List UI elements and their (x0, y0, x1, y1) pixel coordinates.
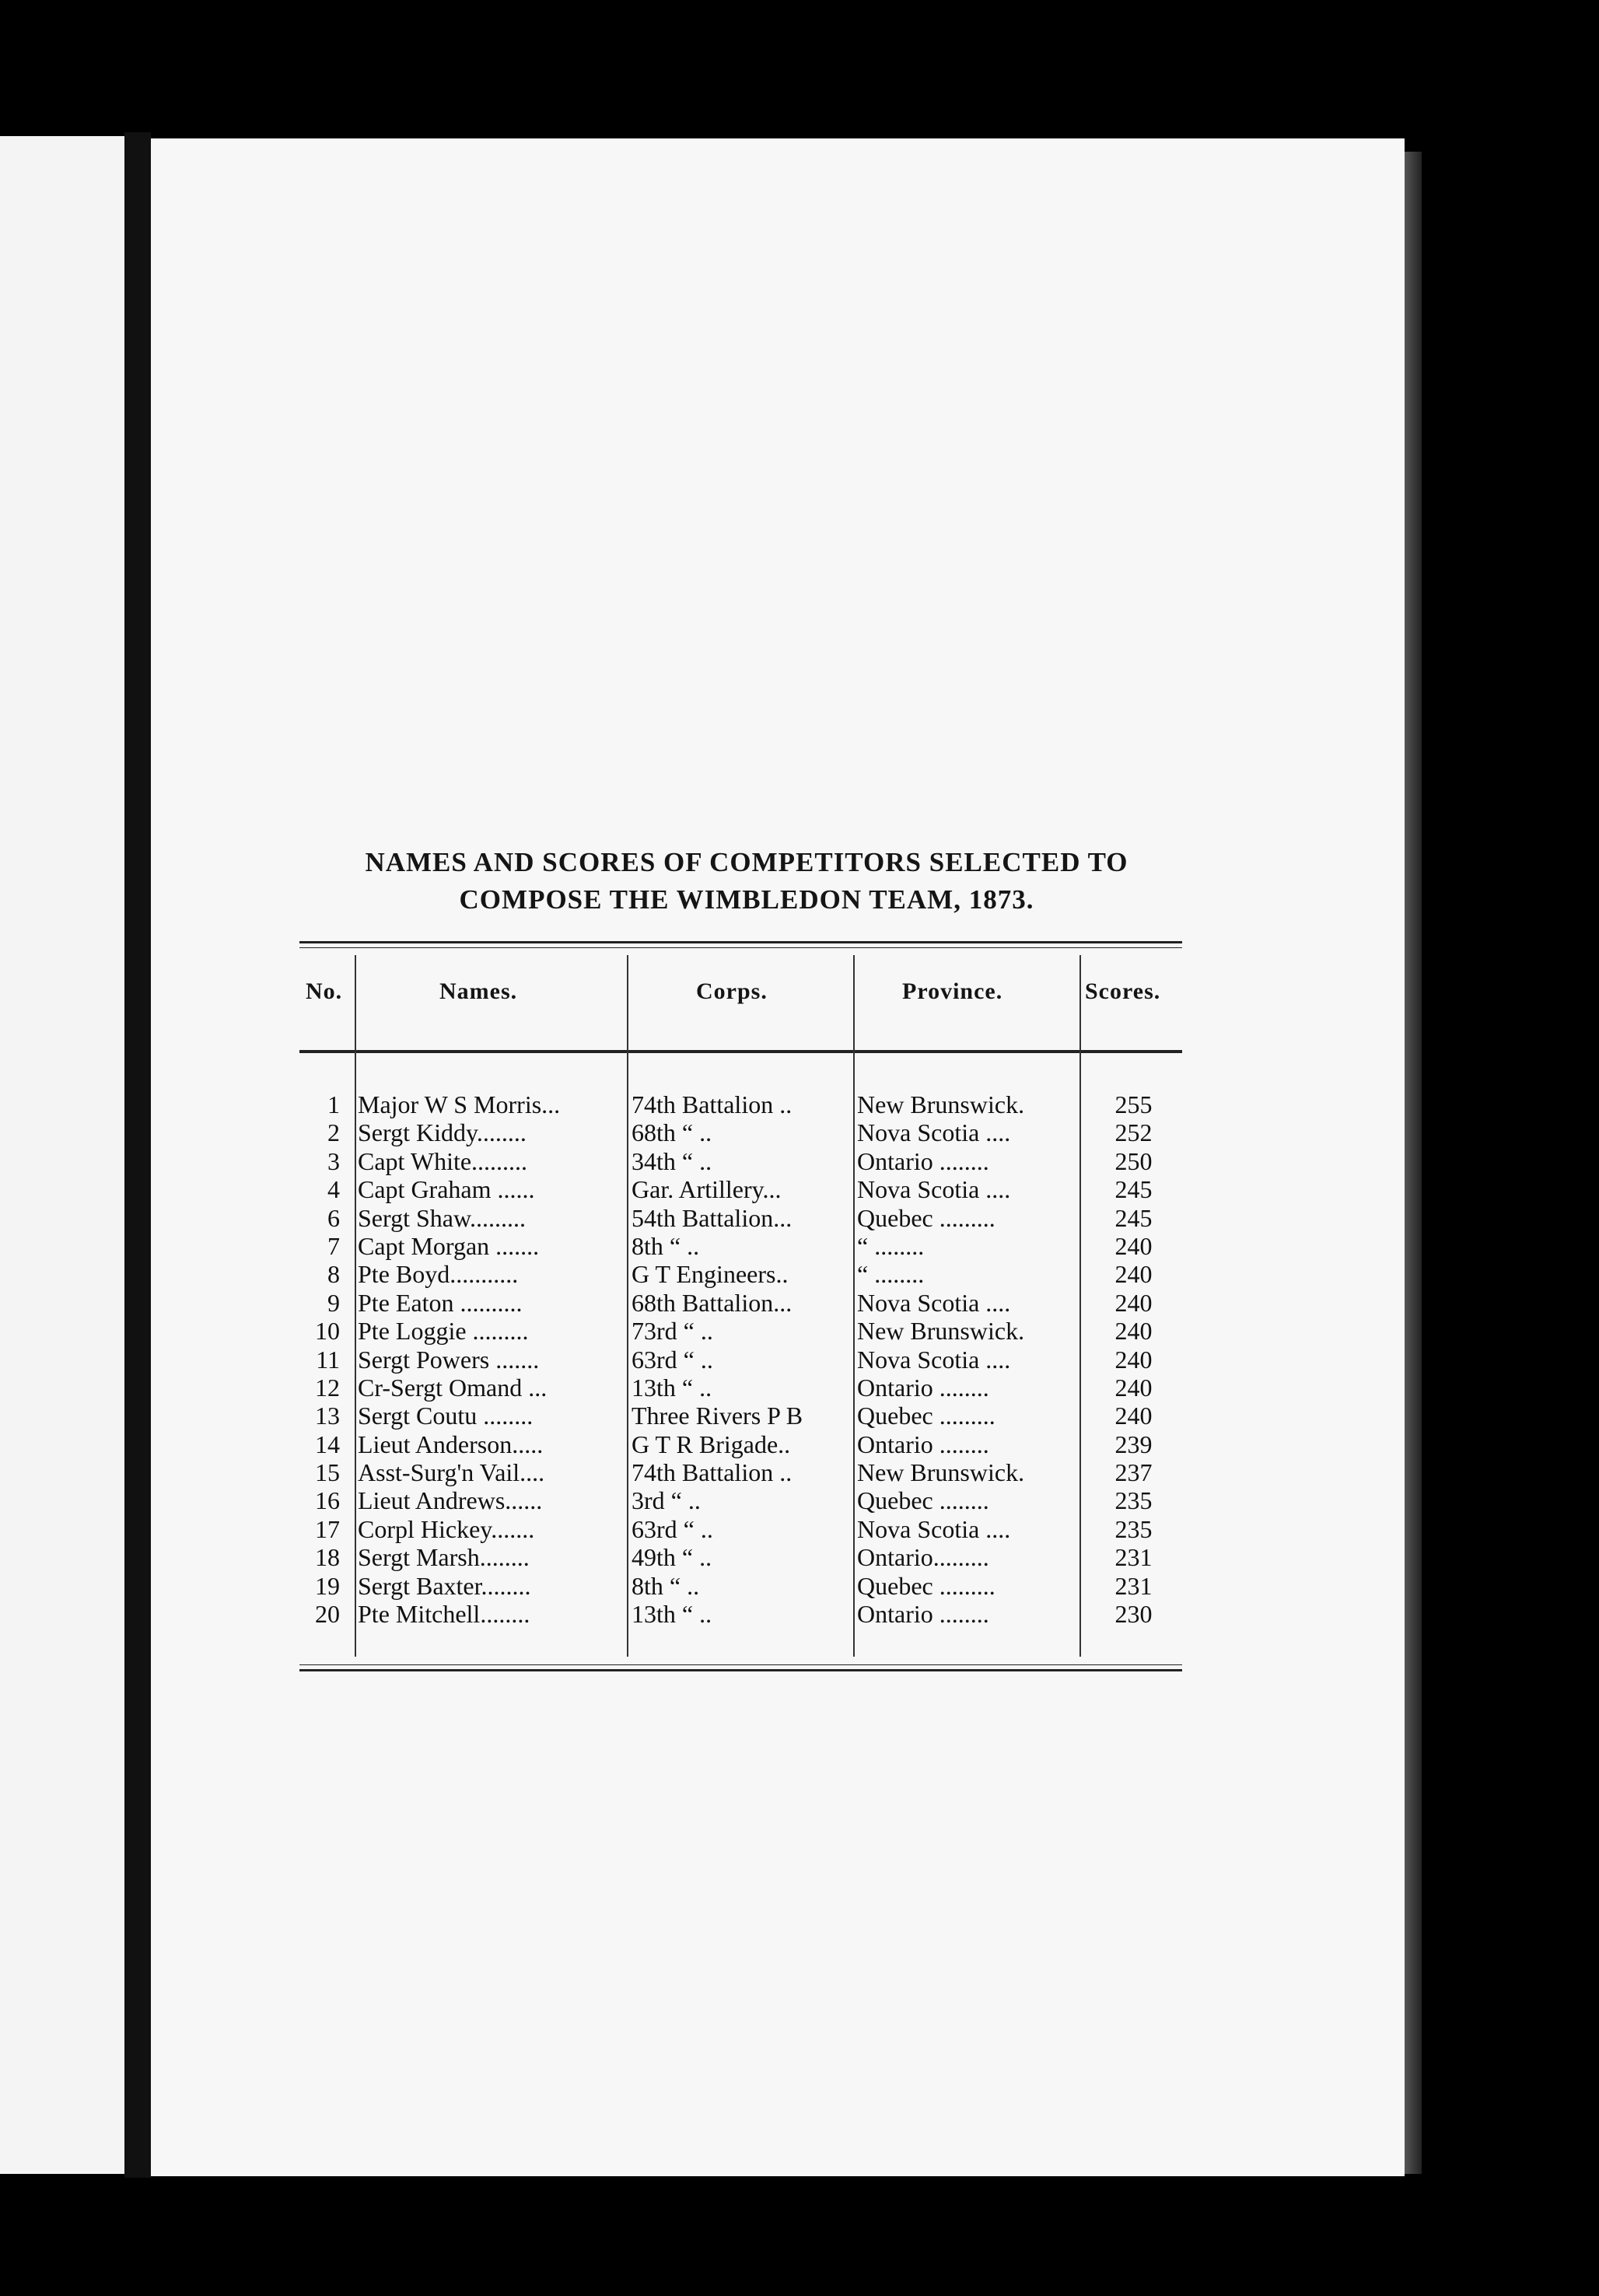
competitor-corps: 8th “ .. (632, 1571, 700, 1600)
row-number: 20 (315, 1600, 340, 1629)
table-row (0, 1572, 1599, 1600)
competitor-province: Nova Scotia .... (857, 1345, 1011, 1374)
competitor-name: Asst-Surg'n Vail.... (358, 1458, 545, 1487)
table-row (0, 1118, 1599, 1146)
competitor-name: Sergt Powers ....... (358, 1345, 540, 1374)
competitor-corps: G T R Brigade.. (632, 1430, 791, 1458)
competitor-name: Corpl Hickey....... (358, 1514, 535, 1543)
row-number: 10 (315, 1317, 340, 1346)
row-number: 9 (327, 1288, 340, 1317)
competitor-corps: 73rd “ .. (632, 1317, 713, 1346)
row-number: 3 (327, 1146, 340, 1175)
competitor-corps: 3rd “ .. (632, 1486, 701, 1515)
table-row (0, 1147, 1599, 1175)
competitor-province: Quebec ........ (857, 1486, 989, 1515)
row-number: 15 (315, 1458, 340, 1487)
competitor-score: 231 (1114, 1543, 1153, 1572)
competitor-corps: 68th “ .. (632, 1118, 712, 1147)
competitor-province: Ontario ........ (857, 1146, 989, 1175)
competitor-province: Nova Scotia .... (857, 1514, 1011, 1543)
table-row (0, 1430, 1599, 1458)
competitor-score: 235 (1114, 1486, 1153, 1515)
header-names: Names. (439, 978, 518, 1004)
competitor-name: Cr-Sergt Omand ... (358, 1373, 548, 1402)
competitor-corps: G T Engineers.. (632, 1260, 789, 1289)
competitor-score: 239 (1114, 1430, 1153, 1458)
row-number: 6 (327, 1203, 340, 1232)
row-number: 16 (315, 1486, 340, 1515)
row-number: 18 (315, 1543, 340, 1572)
header-scores: Scores. (1085, 978, 1161, 1004)
table-row (0, 1317, 1599, 1345)
top-rule (299, 941, 1182, 943)
page-title (303, 844, 1190, 919)
row-number: 13 (315, 1402, 340, 1430)
competitor-province: Ontario......... (857, 1543, 989, 1572)
competitor-score: 240 (1114, 1373, 1153, 1402)
competitor-score: 245 (1114, 1203, 1153, 1232)
competitor-score: 240 (1114, 1317, 1153, 1346)
title-line-1: NAMES AND SCORES OF COMPETITORS SELECTED TO (365, 847, 1128, 877)
competitor-corps: 13th “ .. (632, 1600, 712, 1629)
row-number: 2 (327, 1118, 340, 1147)
competitor-name: Pte Mitchell........ (358, 1600, 530, 1629)
competitor-corps: Gar. Artillery... (632, 1175, 782, 1204)
competitor-score: 231 (1114, 1571, 1153, 1600)
row-number: 11 (316, 1345, 340, 1374)
header-rule (299, 1050, 1182, 1053)
competitor-name: Lieut Anderson..... (358, 1430, 544, 1458)
competitor-score: 240 (1114, 1288, 1153, 1317)
row-number: 19 (315, 1571, 340, 1600)
table-row (0, 1458, 1599, 1486)
table-row (0, 1515, 1599, 1543)
row-number: 7 (327, 1231, 340, 1260)
competitor-province: Nova Scotia .... (857, 1175, 1011, 1204)
table-row (0, 1402, 1599, 1430)
competitor-name: Pte Boyd........... (358, 1260, 519, 1289)
competitor-name: Sergt Marsh........ (358, 1543, 530, 1572)
top-rule-thin (299, 947, 1182, 948)
competitor-province: New Brunswick. (857, 1090, 1025, 1118)
table-row (0, 1232, 1599, 1260)
competitor-name: Capt White......... (358, 1146, 528, 1175)
row-number: 12 (315, 1373, 340, 1402)
competitor-province: Quebec ......... (857, 1203, 995, 1232)
competitor-score: 245 (1114, 1175, 1153, 1204)
competitor-score: 235 (1114, 1514, 1153, 1543)
competitor-score: 240 (1114, 1402, 1153, 1430)
competitor-score: 240 (1114, 1260, 1153, 1289)
competitor-province: Ontario ........ (857, 1430, 989, 1458)
competitor-province: Quebec ......... (857, 1402, 995, 1430)
competitor-corps: Three Rivers P B (632, 1402, 803, 1430)
competitor-score: 252 (1114, 1118, 1153, 1147)
table-row (0, 1486, 1599, 1514)
competitor-province: Ontario ........ (857, 1600, 989, 1629)
table-row (0, 1600, 1599, 1628)
competitor-province: New Brunswick. (857, 1317, 1025, 1346)
competitor-table (0, 1090, 1599, 1628)
row-number: 17 (315, 1514, 340, 1543)
bottom-rule-thin (299, 1664, 1182, 1665)
table-row (0, 1289, 1599, 1317)
competitor-corps: 74th Battalion .. (632, 1090, 793, 1118)
competitor-name: Capt Morgan ....... (358, 1231, 540, 1260)
competitor-province: Nova Scotia .... (857, 1288, 1011, 1317)
competitor-name: Sergt Coutu ........ (358, 1402, 534, 1430)
competitor-corps: 54th Battalion... (632, 1203, 793, 1232)
table-row (0, 1374, 1599, 1402)
competitor-name: Sergt Shaw......... (358, 1203, 526, 1232)
table-row (0, 1260, 1599, 1288)
table-row (0, 1543, 1599, 1571)
header-province: Province. (902, 978, 1003, 1004)
competitor-province: Quebec ......... (857, 1571, 995, 1600)
row-number: 8 (327, 1260, 340, 1289)
competitor-name: Pte Loggie ......... (358, 1317, 529, 1346)
table-row (0, 1175, 1599, 1203)
title-line-2: COMPOSE THE WIMBLEDON TEAM, 1873. (459, 884, 1034, 915)
bottom-rule (299, 1669, 1182, 1671)
competitor-corps: 8th “ .. (632, 1231, 700, 1260)
competitor-corps: 34th “ .. (632, 1146, 712, 1175)
competitor-corps: 49th “ .. (632, 1543, 712, 1572)
table-row (0, 1346, 1599, 1374)
competitor-score: 250 (1114, 1146, 1153, 1175)
header-no: No. (306, 978, 343, 1004)
competitor-name: Pte Eaton .......... (358, 1288, 523, 1317)
competitor-score: 255 (1114, 1090, 1153, 1118)
competitor-corps: 63rd “ .. (632, 1345, 713, 1374)
competitor-name: Sergt Baxter........ (358, 1571, 531, 1600)
competitor-corps: 13th “ .. (632, 1373, 712, 1402)
competitor-name: Sergt Kiddy........ (358, 1118, 527, 1147)
table-row (0, 1204, 1599, 1232)
row-number: 14 (315, 1430, 340, 1458)
competitor-corps: 68th Battalion... (632, 1288, 793, 1317)
competitor-corps: 63rd “ .. (632, 1514, 713, 1543)
table-row (0, 1090, 1599, 1118)
row-number: 1 (327, 1090, 340, 1118)
row-number: 4 (327, 1175, 340, 1204)
competitor-score: 230 (1114, 1600, 1153, 1629)
competitor-name: Lieut Andrews...... (358, 1486, 543, 1515)
competitor-province: Nova Scotia .... (857, 1118, 1011, 1147)
competitor-score: 240 (1114, 1345, 1153, 1374)
competitor-score: 237 (1114, 1458, 1153, 1487)
competitor-name: Major W S Morris... (358, 1090, 561, 1118)
competitor-name: Capt Graham ...... (358, 1175, 535, 1204)
competitor-province: “ ........ (857, 1260, 925, 1289)
competitor-score: 240 (1114, 1231, 1153, 1260)
competitor-province: New Brunswick. (857, 1458, 1025, 1487)
header-corps: Corps. (696, 978, 768, 1004)
competitor-province: Ontario ........ (857, 1373, 989, 1402)
competitor-corps: 74th Battalion .. (632, 1458, 793, 1487)
competitor-province: “ ........ (857, 1231, 925, 1260)
